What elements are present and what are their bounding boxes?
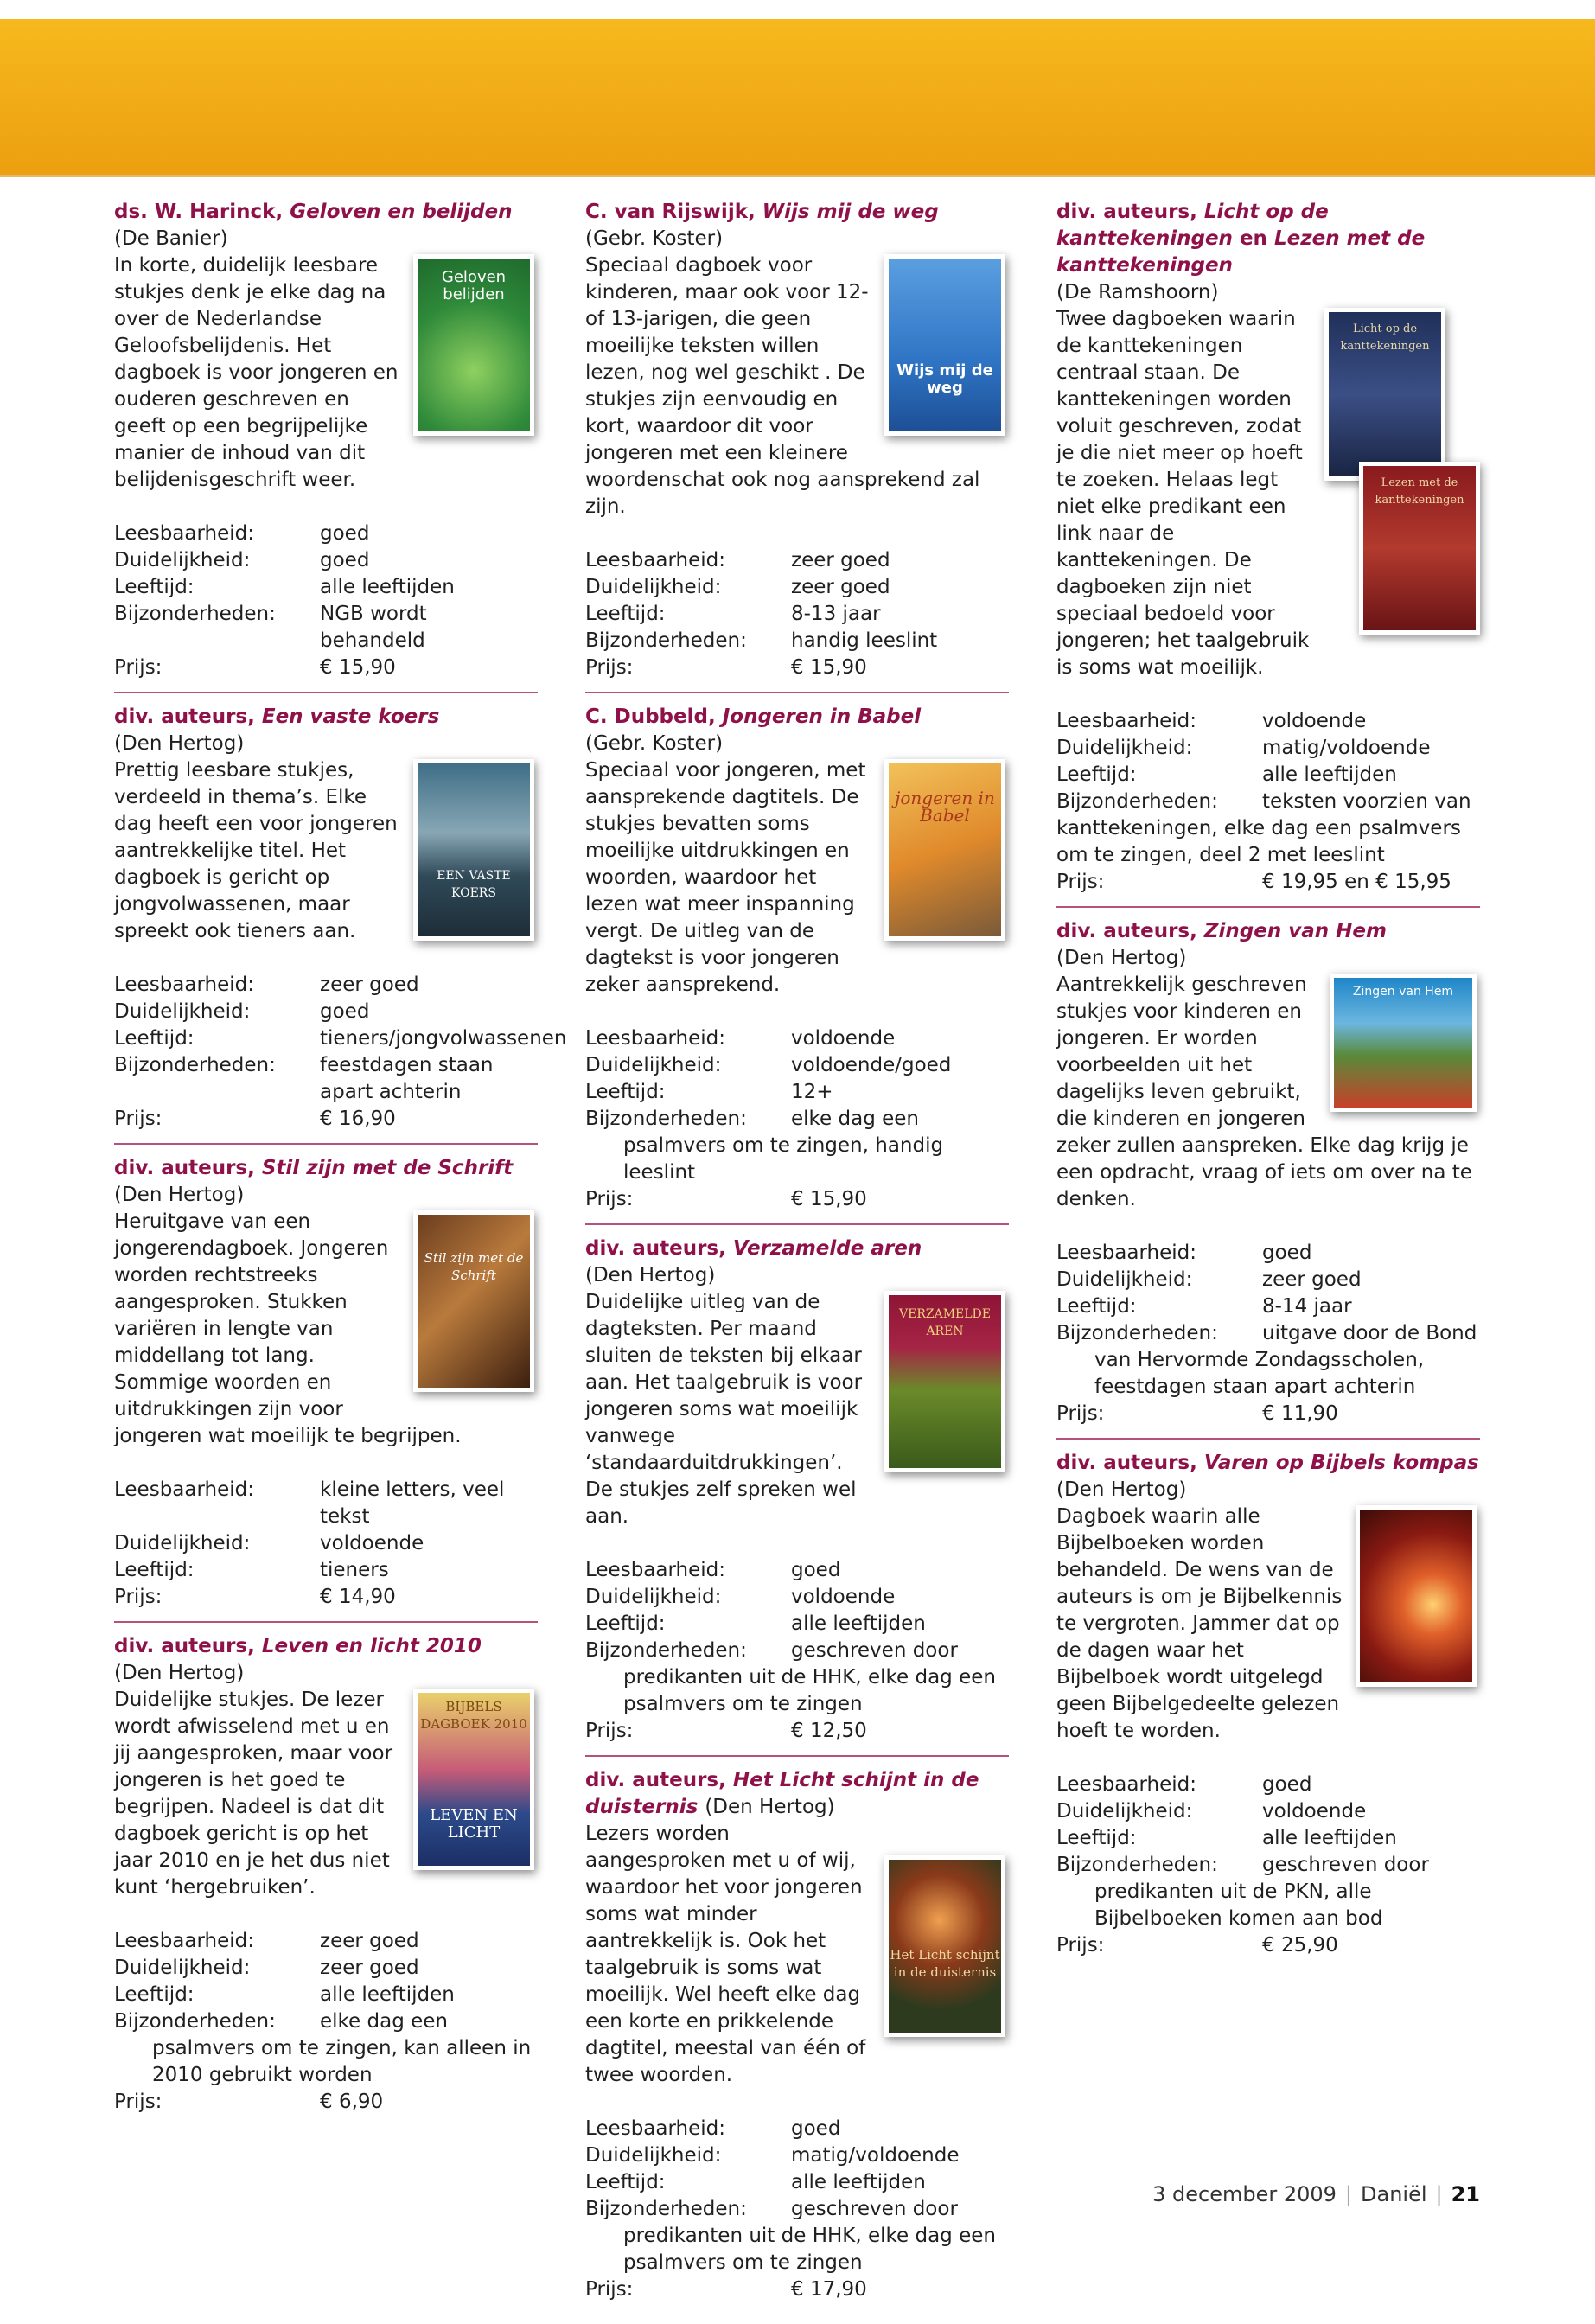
review-text: Twee dagboeken waarin de kanttekeningen centraal staan. De kanttekeningen worden voluit geschreven, zodat je die niet meer op hoeft te zoeken. Helaas legt niet elke predikant een link naar de kanttekeningen. De dagboeken zijn niet speciaal bedoeld voor jongeren; het taalgebruik is soms wat moeilijk. (1056, 308, 1310, 679)
spec-age: Leeftijd: alle leeftijden (585, 1612, 926, 1635)
spec-price: Prijs: € 16,90 (114, 1108, 396, 1130)
review-title: Geloven en belijden (290, 201, 513, 223)
spec-clarity: Duidelijkheid: voldoende (114, 1532, 424, 1555)
review-title: Licht op de kanttekeningen (1056, 201, 1329, 250)
review-zingen-van-hem (1056, 918, 1480, 1440)
review-verzamelde-aren (585, 1235, 1009, 1757)
review-text: Heruitgave van een jongerendagboek. Jongeren worden rechtstreeks aangesproken. Stukken variëren in lengte van middellang tot lang. Sommige woorden en uitdrukkingen zijn voor jongeren wat moeilijk te begrijpen. (114, 1210, 462, 1447)
spec-age: Leeftijd: 8-14 jaar (1056, 1295, 1352, 1318)
review-heading (1056, 1450, 1480, 1504)
spec-price: Prijs: € 25,90 (1056, 1934, 1338, 1957)
review-connector: en (1239, 227, 1267, 250)
book-cover-varen-op-bijbels-kompas (1356, 1505, 1477, 1687)
spec-clarity: Duidelijkheid: matig/voldoende (585, 2144, 960, 2167)
review-stil-zijn-met-de-schrift (114, 1155, 538, 1623)
review-heading (585, 1235, 1009, 1262)
cover-title: Zingen van Hem (1352, 985, 1454, 999)
page-footer: 3 december 2009 | Daniël | 21 (1152, 2182, 1480, 2206)
spec-readability: Leesbaarheid: goed (1056, 1242, 1312, 1264)
review-geloven-en-belijden (114, 199, 538, 693)
review-wijs-mij-de-weg (585, 199, 1009, 693)
book-cover-lezen-met (1359, 462, 1480, 635)
review-leven-en-licht-2010 (114, 1633, 538, 2126)
spec-particulars: Bijzonderheden: teksten voorzien van kanttekeningen, elke dag een psalmvers om te zingen, deel 2 met leeslint (1056, 790, 1471, 866)
spec-readability: Leesbaarheid: goed (114, 522, 370, 545)
spec-age: Leeftijd: alle leeftijden (114, 1983, 455, 2006)
spec-particulars: Bijzonderheden: feestdagen staan apart achterin (114, 1054, 494, 1103)
spec-readability: Leesbaarheid: zeer goed (114, 974, 419, 996)
review-title: Varen op Bijbels kompas (1203, 1452, 1479, 1474)
spec-age: Leeftijd: alle leeftijden (114, 576, 455, 598)
review-author: div. auteurs, (114, 1157, 255, 1179)
review-heading (114, 704, 538, 731)
review-publisher: (Den Hertog) (585, 1264, 716, 1286)
review-author: div. auteurs, (1056, 920, 1197, 942)
spec-age: Leeftijd: tieners/jongvolwassenen (114, 1027, 567, 1050)
review-title: Een vaste koers (261, 706, 440, 728)
review-title: Stil zijn met de Schrift (261, 1157, 514, 1179)
spec-price: Prijs: € 11,90 (1056, 1402, 1338, 1425)
spec-price: Prijs: € 17,90 (585, 2278, 867, 2301)
review-jongeren-in-babel (585, 704, 1009, 1225)
review-text: Aantrekkelijk geschreven stukjes voor kinderen en jongeren. Er worden voorbeelden uit het dagelijks leven gebruikt, die kinderen en jongeren zeker zullen aanspreken. Elke dag krijg je een opdracht, vraag of iets om over na te denken. (1056, 974, 1472, 1210)
footer-magazine: Daniël (1361, 2182, 1427, 2206)
review-text: Prettig leesbare stukjes, verdeeld in thema’s. Elke dag heeft een voor jongeren aantrekkelijke titel. Het dagboek is gericht op jongvolwassenen, maar spreekt ook tieners aan. (114, 759, 398, 942)
review-kanttekeningen (1056, 199, 1480, 908)
cover-title: EEN VASTE KOERS (437, 869, 511, 900)
review-publisher: (Gebr. Koster) (585, 227, 724, 250)
spec-clarity: Duidelijkheid: voldoende/goed (585, 1054, 952, 1076)
cover-title: Stil zijn met de Schrift (424, 1250, 524, 1283)
spec-price: Prijs: € 15,90 (114, 656, 396, 679)
book-cover-verzamelde-aren (884, 1291, 1005, 1472)
review-heading (114, 1155, 538, 1182)
book-cover-licht-op (1324, 308, 1445, 481)
review-text: Dagboek waarin alle Bijbelboeken worden behandeld. De wens van de auteurs is om je Bijbelkennis te vergroten. Jammer dat op de dagen waar het Bijbelboek wordt uitgelegd geen Bijbelgedeelte gelezen hoeft te worden. (1056, 1505, 1343, 1742)
cover-title: Wijs mij de weg (896, 361, 993, 397)
review-publisher: (Den Hertog) (1056, 947, 1187, 969)
review-author: div. auteurs, (585, 1769, 726, 1791)
spec-age: Leeftijd: 12+ (585, 1081, 833, 1103)
book-cover-wijs-mij-de-weg (884, 254, 1005, 436)
footer-date: 3 december 2009 (1152, 2182, 1337, 2206)
review-text: Duidelijke uitleg van de dagteksten. Per maand sluiten de teksten bij elkaar aan. Het taalgebruik is voor jongeren soms wat moeilijk vanwege ‘standaarduitdrukkingen’. De stukjes zelf spreken wel aan. (585, 1291, 863, 1528)
review-title: Het Licht schijnt in de duisternis (585, 1769, 979, 1818)
review-text: Lezers worden aangesproken met u of wij, waardoor het voor jongeren soms wat minder aantrekkelijk is. Ook het taalgebruik is soms wat moeilijk. Wel heeft elke dag een korte en prikkelende dagtitel, meestal van één of twee woorden. (585, 1823, 866, 2086)
spec-readability: Leesbaarheid: goed (1056, 1773, 1312, 1796)
cover-title: Het Licht schijnt in de duisternis (890, 1947, 1000, 1980)
book-cover-geloven-en-belijden (413, 254, 534, 436)
review-text: Duidelijke stukjes. De lezer wordt afwisselend met u en jij aangesproken, maar voor jongeren is het goed te begrijpen. Nadeel is dat dit dagboek gericht is op het jaar 2010 en je het dus niet kunt ‘hergebruiken’. (114, 1689, 393, 1899)
cover-title: jongeren in Babel (895, 788, 995, 826)
review-publisher: (Den Hertog) (114, 732, 245, 755)
book-cover-een-vaste-koers (413, 759, 534, 941)
spec-readability: Leesbaarheid: goed (585, 1559, 841, 1581)
spec-price: Prijs: € 15,90 (585, 656, 867, 679)
spec-readability: Leesbaarheid: zeer goed (114, 1930, 419, 1952)
spec-clarity: Duidelijkheid: zeer goed (1056, 1268, 1362, 1291)
review-publisher: (Den Hertog) (1056, 1478, 1187, 1501)
spec-clarity: Duidelijkheid: zeer goed (114, 1957, 419, 1979)
spec-price: Prijs: € 15,90 (585, 1188, 867, 1210)
book-covers-kanttekeningen (1324, 306, 1480, 652)
review-publisher: (Den Hertog) (705, 1796, 835, 1818)
review-heading (114, 199, 538, 226)
spec-clarity: Duidelijkheid: goed (114, 549, 370, 571)
page-number: 21 (1451, 2182, 1480, 2206)
review-author: ds. W. Harinck, (114, 201, 284, 223)
spec-particulars: Bijzonderheden: geschreven door predikanten uit de PKN, alle Bijbelboeken komen aan bod (1056, 1854, 1429, 1930)
spec-age: Leeftijd: alle leeftijden (1056, 763, 1397, 786)
review-author: div. auteurs, (585, 1237, 726, 1260)
review-title: Wijs mij de weg (762, 201, 939, 223)
spec-particulars: Bijzonderheden: elke dag een psalmvers om te zingen, handig leeslint (585, 1108, 944, 1184)
review-publisher: (De Banier) (114, 227, 228, 250)
spec-readability: Leesbaarheid: voldoende (585, 1027, 896, 1050)
spec-price: Prijs: € 19,95 en € 15,95 (1056, 871, 1451, 893)
spec-clarity: Duidelijkheid: voldoende (585, 1586, 896, 1608)
review-heading (1056, 918, 1480, 945)
review-publisher: (Den Hertog) (114, 1662, 245, 1684)
review-heading (585, 199, 1009, 226)
review-publisher: (De Ramshoorn) (1056, 281, 1219, 303)
spec-particulars: Bijzonderheden: uitgave door de Bond van Hervormde Zondagsscholen, feestdagen staan apart achterin (1056, 1322, 1477, 1398)
review-publisher: (Gebr. Koster) (585, 732, 724, 755)
spec-particulars: Bijzonderheden: NGB wordt behandeld (114, 603, 427, 652)
cover-top-text: BIJBELS DAGBOEK 2010 (420, 1699, 527, 1732)
review-text: In korte, duidelijk leesbare stukjes denk je elke dag na over de Nederlandse Geloofsbelijdenis. Het dagboek is voor jongeren en ouderen geschreven en geeft op een begrijpelijke manier de inhoud van dit belijdenisgeschrift weer. (114, 254, 399, 491)
spec-particulars: Bijzonderheden: elke dag een psalmvers om te zingen, kan alleen in 2010 gebruikt worden (114, 2010, 532, 2086)
review-title: Verzamelde aren (732, 1237, 922, 1260)
review-heading (1056, 199, 1480, 279)
cover-title: VERZAMELDE AREN (898, 1307, 991, 1338)
review-author: div. auteurs, (1056, 1452, 1197, 1474)
review-het-licht-schijnt (585, 1767, 1009, 2314)
review-author: div. auteurs, (1056, 201, 1197, 223)
book-cover-het-licht-schijnt (884, 1855, 1005, 2037)
review-publisher: (Den Hertog) (114, 1184, 245, 1206)
cover-title: LEVEN EN LICHT (430, 1806, 518, 1842)
book-cover-leven-en-licht (413, 1689, 534, 1870)
spec-age: Leeftijd: alle leeftijden (1056, 1827, 1397, 1849)
review-title: Zingen van Hem (1203, 920, 1387, 942)
review-author: C. Dubbeld, (585, 706, 716, 728)
spec-readability: Leesbaarheid: goed (585, 2117, 841, 2140)
cover-title: Licht op de kanttekeningen (1340, 322, 1430, 353)
spec-readability: Leesbaarheid: kleine letters, veel tekst (114, 1478, 505, 1528)
review-title-2: Lezen met de kanttekeningen (1056, 227, 1426, 277)
spec-clarity: Duidelijkheid: matig/voldoende (1056, 737, 1431, 759)
book-cover-stil-zijn-met-de-schrift (413, 1210, 534, 1392)
spec-clarity: Duidelijkheid: zeer goed (585, 576, 890, 598)
review-heading (585, 1767, 1009, 1821)
review-een-vaste-koers (114, 704, 567, 1145)
spec-readability: Leesbaarheid: voldoende (1056, 710, 1367, 732)
spec-clarity: Duidelijkheid: voldoende (1056, 1800, 1367, 1823)
spec-age: Leeftijd: 8-13 jaar (585, 603, 881, 625)
column-3 (1056, 199, 1480, 1980)
review-author: div. auteurs, (114, 706, 255, 728)
column-1 (114, 199, 567, 2136)
column-2 (585, 199, 1009, 2324)
review-author: C. van Rijswijk, (585, 201, 756, 223)
review-title: Jongeren in Babel (722, 706, 922, 728)
review-author: div. auteurs, (114, 1635, 255, 1657)
spec-particulars: Bijzonderheden: geschreven door predikanten uit de HHK, elke dag een psalmvers om te zingen (585, 2198, 996, 2274)
spec-price: Prijs: € 12,50 (585, 1720, 867, 1742)
review-varen-op-bijbels-kompas (1056, 1450, 1480, 1970)
book-cover-zingen-van-hem (1330, 974, 1477, 1112)
spec-price: Prijs: € 6,90 (114, 2091, 384, 2113)
cover-title: Lezen met de kanttekeningen (1375, 476, 1464, 507)
cover-title: Geloven belijden (441, 268, 507, 303)
book-cover-jongeren-in-babel (884, 759, 1005, 941)
spec-age: Leeftijd: alle leeftijden (585, 2171, 926, 2193)
review-heading (585, 704, 1009, 731)
review-text: Speciaal voor jongeren, met aansprekende dagtitels. De stukjes bevatten soms moeilijke uitdrukkingen en woorden, waardoor het lezen wat meer inspanning vergt. De uitleg van de dagtekst is voor jongeren zeker aansprekend. (585, 759, 866, 996)
spec-particulars: Bijzonderheden: handig leeslint (585, 629, 938, 652)
header-band (0, 19, 1595, 177)
spec-age: Leeftijd: tieners (114, 1559, 389, 1581)
review-text: Speciaal dagboek voor kinderen, maar ook voor 12- of 13-jarigen, die geen moeilijke teksten willen lezen, nog wel geschikt . De stukjes zijn eenvoudig en kort, waardoor dit voor jongeren met een kleinere woordenschat ook nog aansprekend zal zijn. (585, 254, 980, 518)
spec-particulars: Bijzonderheden: geschreven door predikanten uit de HHK, elke dag een psalmvers om te zingen (585, 1639, 996, 1715)
spec-price: Prijs: € 14,90 (114, 1586, 396, 1608)
review-heading (114, 1633, 538, 1660)
spec-clarity: Duidelijkheid: goed (114, 1000, 370, 1023)
review-title: Leven en licht 2010 (261, 1635, 482, 1657)
spec-readability: Leesbaarheid: zeer goed (585, 549, 890, 571)
